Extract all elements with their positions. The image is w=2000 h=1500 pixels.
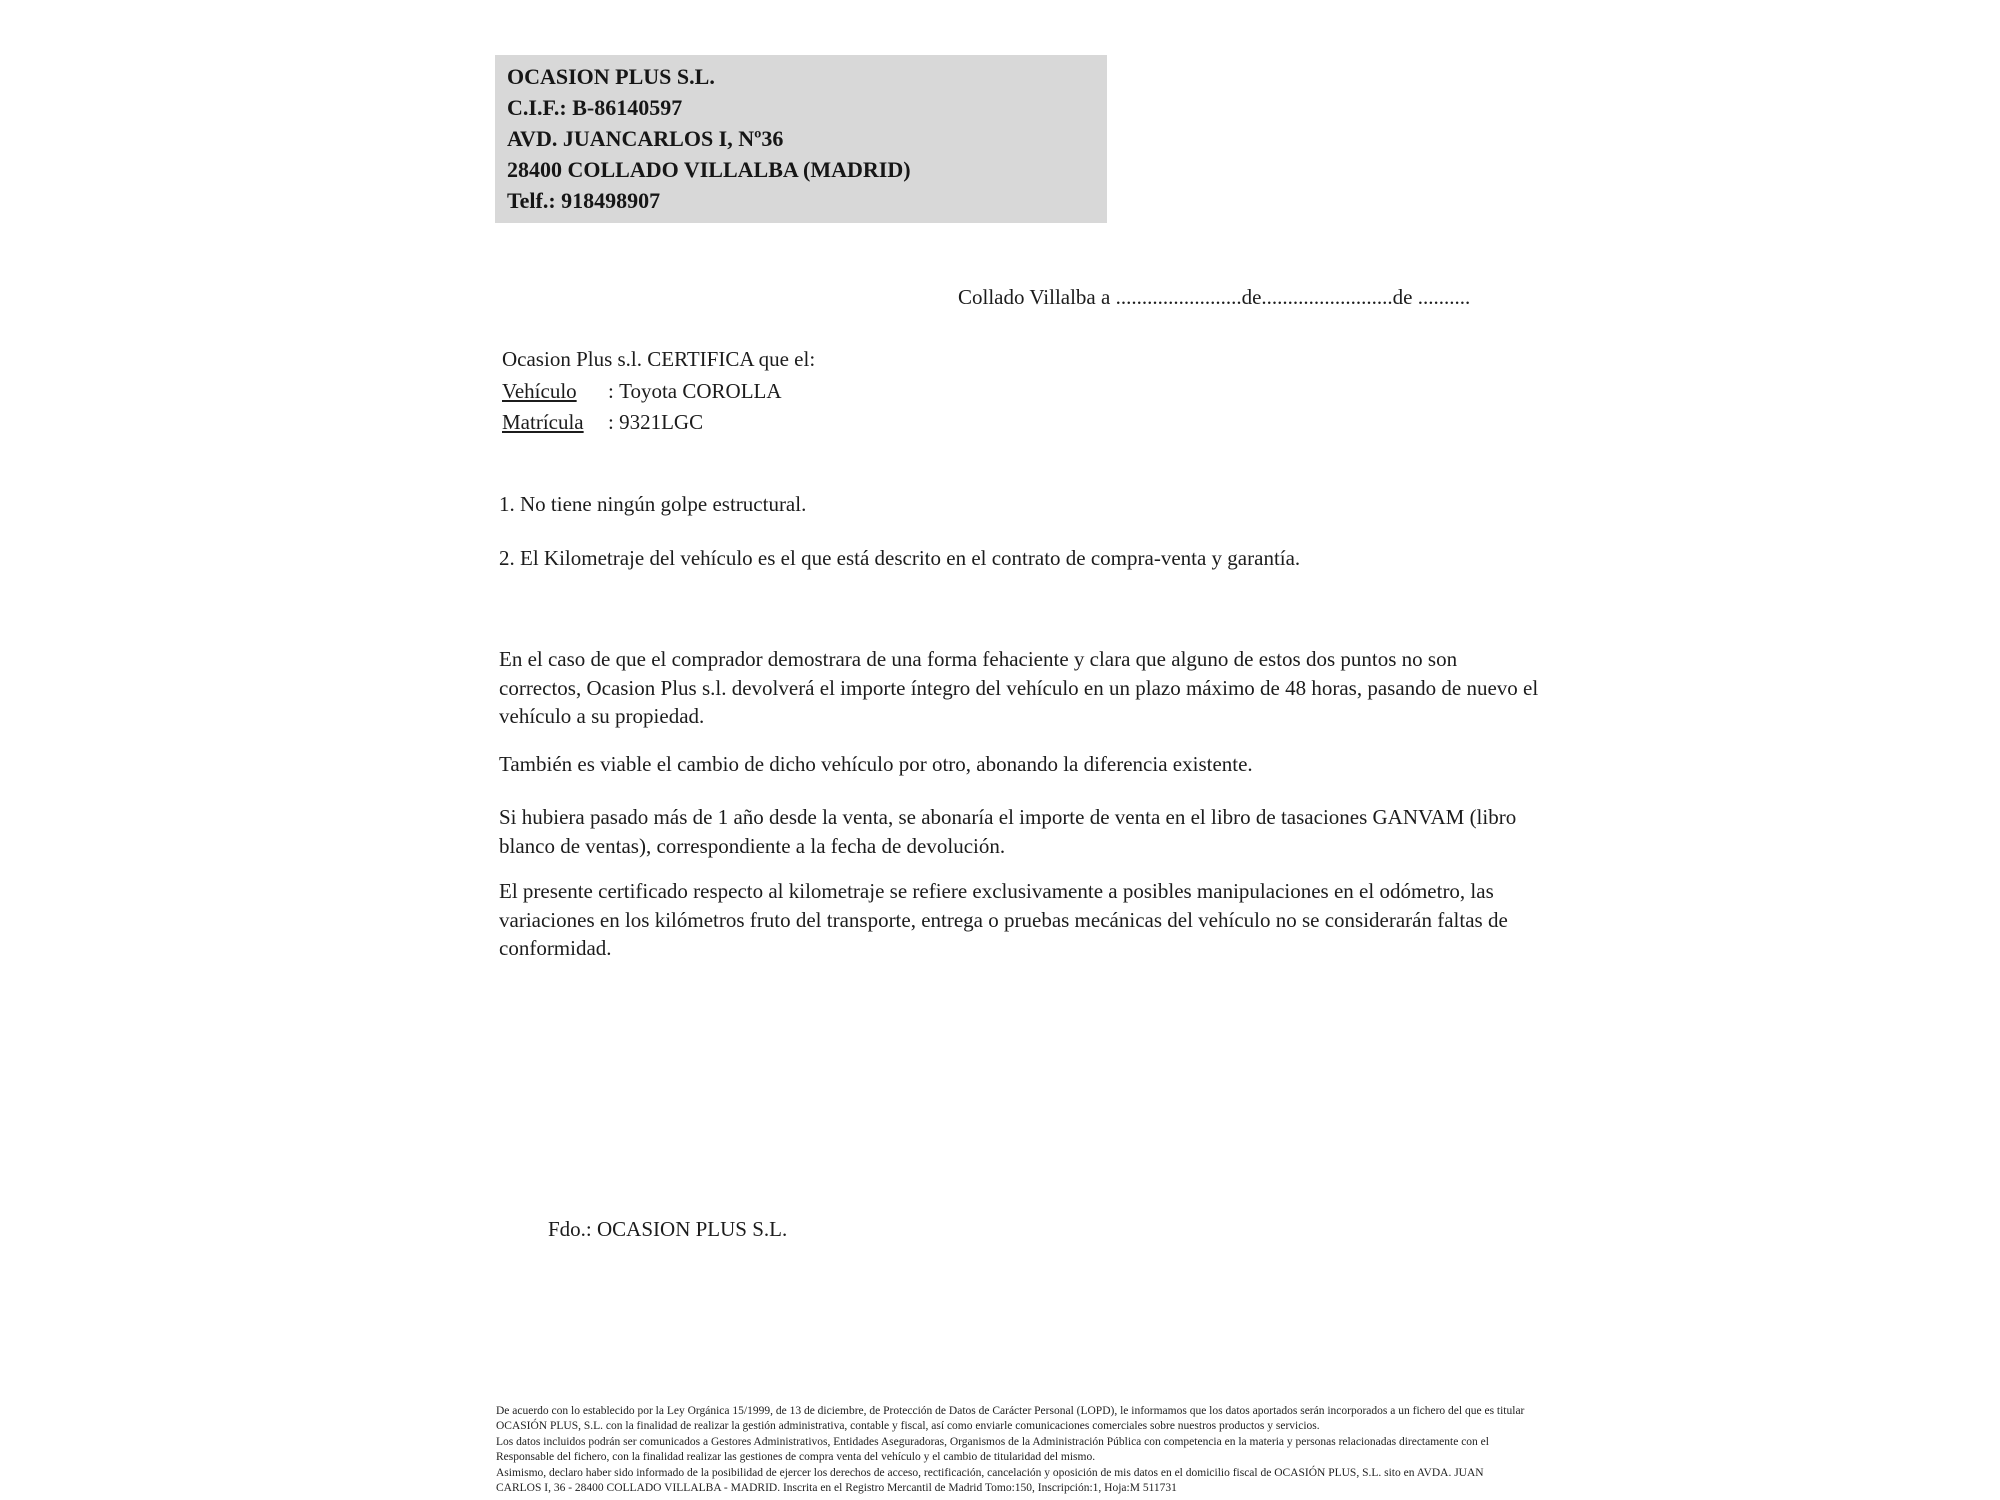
clause-2: 2. El Kilometraje del vehículo es el que está descrito en el contrato de compra-venta y garantía. bbox=[499, 546, 1301, 570]
legal-footer-line: Los datos incluidos podrán ser comunicados a Gestores Administrativos, Entidades Aseguradoras, Organismos de la Administración Pública con competencia en la materia y personas relacionadas directamente con el bbox=[496, 1435, 1489, 1448]
legal-footer-line: OCASIÓN PLUS, S.L. con la finalidad de realizar la gestión administrativa, contable y fiscal, así como enviarle comunicaciones comerciales sobre nuestros productos y servicios. bbox=[496, 1420, 1320, 1433]
company-phone: Telf.: 918498907 bbox=[507, 188, 661, 213]
paragraph-exchange-option: También es viable el cambio de dicho vehículo por otro, abonando la diferencia existente. bbox=[499, 752, 1253, 776]
company-header-box bbox=[495, 55, 1107, 223]
legal-footer-line: Asimismo, declaro haber sido informado de la posibilidad de ejercer los derechos de acceso, rectificación, cancelación y oposición de mis datos en el domicilio fiscal de OCASIÓN PLUS, S.L. sito en AVDA. JUAN bbox=[496, 1466, 1484, 1479]
signature-line: Fdo.: OCASION PLUS S.L. bbox=[548, 1217, 788, 1241]
date-line: Collado Villalba a ........................de.........................de .......... bbox=[958, 285, 1471, 309]
legal-footer bbox=[496, 1404, 1556, 1496]
vehicle-separator: : bbox=[608, 378, 614, 403]
company-name: OCASION PLUS S.L. bbox=[507, 64, 715, 89]
vehicle-value: Toyota COROLLA bbox=[619, 378, 782, 403]
company-city: 28400 COLLADO VILLALBA (MADRID) bbox=[507, 157, 911, 182]
plate-field bbox=[502, 407, 815, 439]
vehicle-label: Vehículo bbox=[502, 378, 577, 403]
company-address: AVD. JUANCARLOS I, Nº36 bbox=[507, 126, 784, 151]
plate-value: 9321LGC bbox=[619, 410, 704, 434]
paragraph-ganvam-valuation: Si hubiera pasado más de 1 año desde la venta, se abonaría el importe de venta en el libro de tasaciones GANVAM (libro blanco de ventas), correspondiente a la fecha de devolución. bbox=[499, 805, 1517, 858]
paragraph-odometer-scope: El presente certificado respecto al kilometraje se refiere exclusivamente a posibles manipulaciones en el odómetro, las variaciones en los kilómetros fruto del transporte, entrega o pruebas mecánicas del vehículo no se considerarán faltas de conformidad. bbox=[499, 879, 1508, 960]
legal-footer-line: Responsable del fichero, con la finalidad realizar las gestiones de compra venta del vehículo y el cambio de titularidad del mismo. bbox=[496, 1451, 1096, 1464]
clause-1: 1. No tiene ningún golpe estructural. bbox=[499, 492, 807, 516]
certificate-intro: Ocasion Plus s.l. CERTIFICA que el: bbox=[502, 347, 816, 371]
certificate-block bbox=[502, 344, 815, 439]
legal-footer-line: De acuerdo con lo establecido por la Ley Orgánica 15/1999, de 13 de diciembre, de Protección de Datos de Carácter Personal (LOPD), le informamos que los datos aportados serán incorporados a un fichero del que es titular bbox=[496, 1405, 1525, 1417]
plate-separator: : bbox=[608, 410, 614, 434]
legal-footer-line: CARLOS I, 36 - 28400 COLLADO VILLALBA - MADRID. Inscrita en el Registro Mercantil de Madrid Tomo:150, Inscripción:1, Hoja:M 511731 bbox=[496, 1482, 1177, 1495]
vehicle-field bbox=[502, 376, 815, 408]
plate-label: Matrícula bbox=[502, 410, 584, 434]
company-cif: C.I.F.: B-86140597 bbox=[507, 95, 683, 120]
paragraph-refund-policy: En el caso de que el comprador demostrara de una forma fehaciente y clara que alguno de estos dos puntos no son correctos, Ocasion Plus s.l. devolverá el importe íntegro del vehículo en un plazo máximo de 48 horas, pasando de nuevo el vehículo a su propiedad. bbox=[499, 647, 1539, 728]
